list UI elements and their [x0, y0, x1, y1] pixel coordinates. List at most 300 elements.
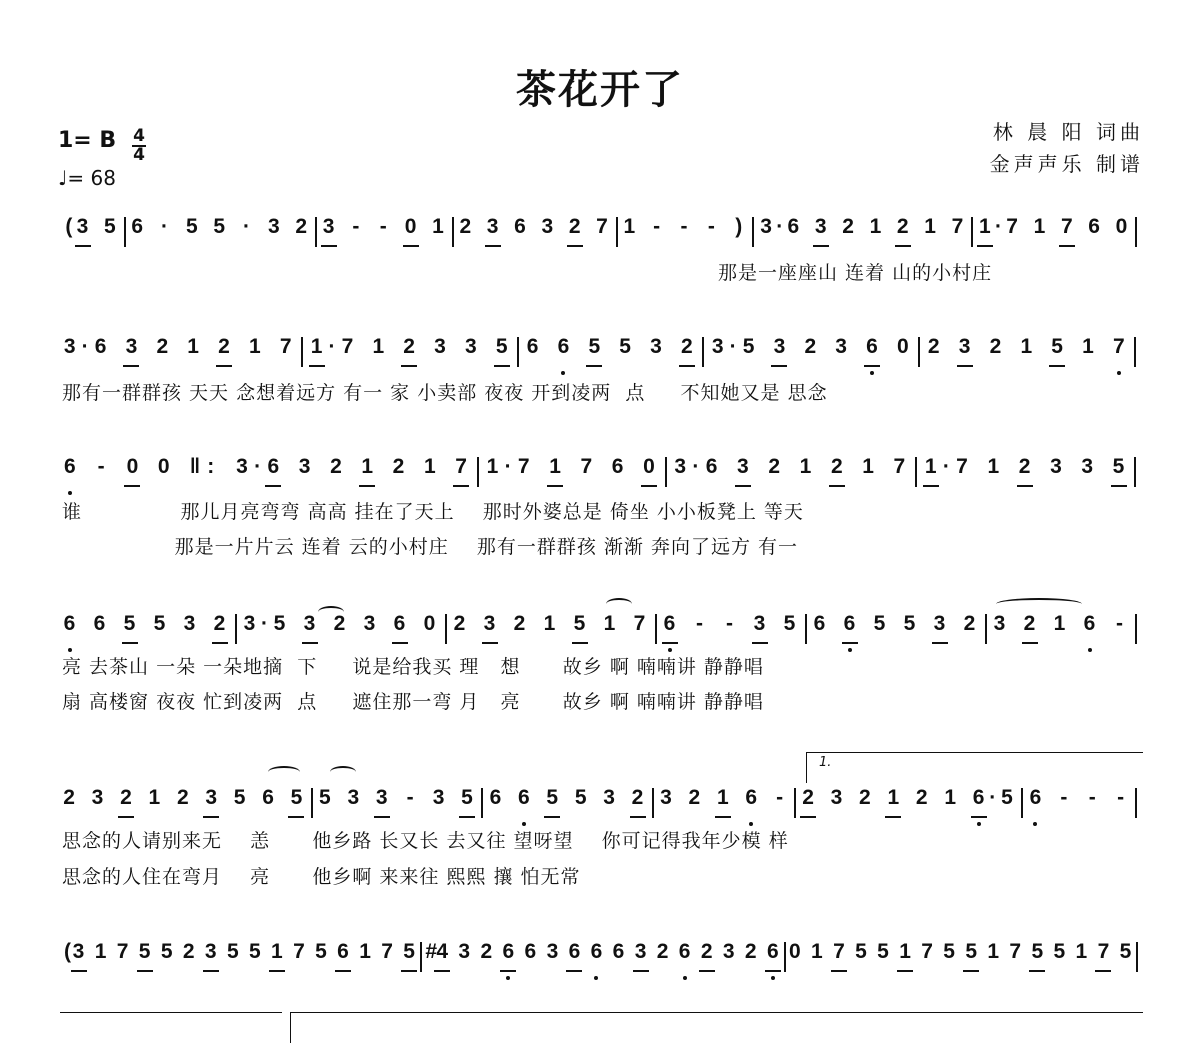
bar-line: [311, 788, 313, 818]
beam-underline: [957, 365, 973, 367]
note-token: 5: [1031, 940, 1044, 963]
note-token: 2: [802, 786, 814, 809]
note-token: 3: [72, 940, 85, 963]
beam-underline: [752, 642, 768, 644]
beam-underline: [122, 642, 138, 644]
note-token: 3: [958, 335, 971, 358]
note-token: -: [1116, 612, 1123, 635]
bar-line: [235, 614, 237, 644]
note-token: 5: [742, 335, 755, 358]
note-token: 7: [921, 940, 933, 963]
note-token: 3: [183, 612, 196, 635]
note-token: 6: [267, 455, 280, 478]
note-token: 2: [182, 940, 195, 963]
note-token: 2: [213, 612, 226, 635]
note-token: 3: [722, 940, 735, 963]
note-token: 2: [453, 612, 466, 635]
note-token: ‖: [189, 455, 201, 478]
bar-line: [1134, 337, 1136, 367]
note-token: 1: [924, 455, 937, 478]
beam-underline: [123, 365, 139, 367]
note-token: 3: [711, 335, 724, 358]
bar-line: [702, 337, 704, 367]
note-token: 1: [486, 455, 499, 478]
note-token: 6: [517, 786, 530, 809]
note-token: 3: [634, 940, 647, 963]
note-token: ·: [81, 335, 89, 358]
note-token: 7: [893, 455, 906, 478]
note-token: 5: [213, 215, 226, 238]
note-token: 1: [987, 455, 1000, 478]
note-token: 6: [766, 940, 779, 963]
note-token: ·: [989, 786, 997, 809]
note-token: 7: [517, 455, 530, 478]
time-signature-bottom: 4: [133, 145, 145, 165]
note-token: 3: [835, 335, 847, 358]
note-token: 0: [897, 335, 909, 358]
note-token: 1: [862, 455, 874, 478]
note-token: 1: [359, 940, 371, 963]
volta-bracket: [806, 752, 1143, 783]
note-token: 0: [643, 455, 655, 478]
note-token: ·: [994, 215, 1002, 238]
note-token: 1: [148, 786, 161, 809]
beam-underline: [75, 245, 91, 247]
note-token: 0: [126, 455, 139, 478]
note-token: 5: [153, 612, 166, 635]
bar-line: [420, 942, 422, 972]
beam-underline: [923, 485, 939, 487]
octave-dot: [594, 976, 598, 980]
bar-line: [794, 788, 796, 818]
beam-underline: [401, 365, 417, 367]
note-token: 2: [681, 335, 693, 358]
note-token: 7: [956, 455, 968, 478]
note-token: 1: [603, 612, 616, 635]
note-token: 6: [63, 612, 76, 635]
note-token: 1: [811, 940, 823, 963]
beam-underline: [309, 365, 325, 367]
note-token: ·: [776, 215, 784, 238]
bar-line: [985, 614, 987, 644]
beam-underline: [485, 245, 501, 247]
bar-line: [665, 457, 667, 487]
note-token: 6: [568, 940, 581, 963]
note-token: -: [352, 215, 360, 238]
beam-underline: [71, 970, 87, 972]
note-token: 3: [347, 786, 360, 809]
beam-underline: [765, 970, 781, 972]
note-token: 5: [1001, 786, 1013, 809]
note-token: 1: [1020, 335, 1033, 358]
note-token: 2: [568, 215, 581, 238]
note-token: 5: [290, 786, 303, 809]
beam-underline: [699, 970, 715, 972]
bar-line: [655, 614, 657, 644]
note-token: 5: [104, 215, 116, 238]
staff-line-bottom: [60, 1012, 282, 1013]
note-token: 2: [330, 455, 342, 478]
note-token: 5: [877, 940, 889, 963]
beam-underline: [1022, 642, 1038, 644]
bar-line: [652, 788, 654, 818]
note-token: 3: [125, 335, 138, 358]
beam-underline: [1049, 365, 1065, 367]
slur: [606, 598, 632, 610]
bar-line: [1135, 217, 1137, 247]
note-token: 6: [678, 940, 691, 963]
note-token: 5: [123, 612, 136, 635]
lyric-line: 亮 去茶山 一朵 一朵地摘 下 说是给我买 理 想 故乡 啊 喃喃讲 静静唱: [62, 656, 764, 678]
note-token: 0: [423, 612, 436, 635]
note-token: 1: [978, 215, 991, 238]
notation-row: [0, 335, 1200, 375]
bar-line: [784, 942, 786, 972]
tempo-marking: ♩= 68: [58, 166, 116, 190]
note-token: 3: [1050, 455, 1062, 478]
note-token: 3: [483, 612, 496, 635]
note-token: 6: [843, 612, 856, 635]
note-token: 6: [813, 612, 826, 635]
note-token: 6: [489, 786, 502, 809]
note-token: 7: [1097, 940, 1110, 963]
beam-underline: [633, 970, 649, 972]
note-token: 6: [972, 786, 985, 809]
notation-row: [0, 215, 1200, 255]
beam-underline: [137, 970, 153, 972]
beam-underline: [831, 970, 847, 972]
octave-dot: [683, 976, 687, 980]
slur: [996, 598, 1082, 610]
note-token: 5: [783, 612, 796, 635]
note-token: 3: [205, 786, 218, 809]
note-token: ·: [161, 215, 169, 238]
beam-underline: [662, 642, 678, 644]
note-token: 2: [927, 335, 940, 358]
note-token: #: [425, 940, 438, 963]
bar-line: [616, 217, 618, 247]
note-token: 5: [903, 612, 916, 635]
volta-label: 1.: [819, 755, 832, 770]
note-token: 0: [1115, 215, 1128, 238]
beam-underline: [977, 245, 993, 247]
note-token: 1: [187, 335, 199, 358]
bar-line: [301, 337, 303, 367]
octave-dot: [506, 976, 510, 980]
note-token: 1: [623, 215, 636, 238]
note-token: 1: [543, 612, 556, 635]
note-token: 7: [1113, 335, 1125, 358]
note-token: 4: [436, 940, 449, 963]
note-token: 5: [588, 335, 601, 358]
note-token: ·: [942, 455, 950, 478]
octave-dot: [1117, 371, 1121, 375]
note-token: 3: [603, 786, 615, 809]
note-token: 5: [273, 612, 286, 635]
note-token: :: [207, 455, 215, 478]
bar-line: [918, 337, 920, 367]
beam-underline: [932, 642, 948, 644]
note-token: 6: [705, 455, 718, 478]
beam-underline: [265, 485, 281, 487]
notation-row: [0, 786, 1200, 826]
beam-underline: [895, 245, 911, 247]
beam-underline: [269, 970, 285, 972]
note-token: 7: [951, 215, 964, 238]
note-token: 2: [631, 786, 644, 809]
note-token: 2: [842, 215, 854, 238]
note-token: 2: [295, 215, 308, 238]
note-token: 3: [660, 786, 672, 809]
beam-underline: [453, 485, 469, 487]
beam-underline: [1095, 970, 1111, 972]
bar-line: [1135, 788, 1137, 818]
note-token: 6: [337, 940, 349, 963]
note-token: 7: [596, 215, 608, 238]
beam-underline: [1059, 245, 1075, 247]
note-token: 5: [1119, 940, 1132, 963]
time-signature-top: 4: [133, 126, 145, 146]
lyric-line: 那有一群群孩 天天 念想着远方 有一 家 小卖部 夜夜 开到凌两 点 不知她又是 思念: [62, 382, 828, 404]
note-token: 6: [514, 215, 526, 238]
note-token: 6: [93, 612, 106, 635]
note-token: 1: [361, 455, 374, 478]
note-token: 5: [965, 940, 978, 963]
note-token: 2: [156, 335, 169, 358]
note-token: 2: [63, 786, 75, 809]
volta-bracket-2: [290, 1012, 1143, 1043]
slur: [330, 766, 356, 778]
note-token: 6: [663, 612, 676, 635]
note-token: 2: [896, 215, 909, 238]
note-token: 3: [650, 335, 662, 358]
note-token: 2: [1018, 455, 1031, 478]
beam-underline: [963, 970, 979, 972]
note-token: 2: [744, 940, 757, 963]
lyric-line: 谁 那儿月亮弯弯 高高 挂在了天上 那时外婆总是 倚坐 小小板凳上 等天: [62, 501, 804, 523]
note-token: 5: [315, 940, 327, 963]
note-token: 7: [633, 612, 646, 635]
note-token: 7: [1006, 215, 1018, 238]
beam-underline: [544, 816, 560, 818]
slur: [318, 606, 344, 618]
note-token: 6: [557, 335, 570, 358]
bar-line: [481, 788, 483, 818]
octave-dot: [561, 371, 565, 375]
note-token: 3: [465, 335, 477, 358]
note-token: 2: [768, 455, 781, 478]
note-token: 3: [541, 215, 554, 238]
note-token: 3: [674, 455, 687, 478]
beam-underline: [203, 970, 219, 972]
note-token: ): [735, 215, 743, 238]
beam-underline: [864, 365, 880, 367]
note-token: 6: [866, 335, 878, 358]
note-token: 6: [94, 335, 107, 358]
beam-underline: [567, 245, 583, 247]
note-token: 5: [1051, 335, 1063, 358]
note-token: (: [64, 940, 71, 963]
note-token: ·: [261, 612, 268, 635]
beam-underline: [212, 642, 228, 644]
note-token: 2: [120, 786, 132, 809]
note-token: 6: [612, 940, 625, 963]
note-token: 0: [404, 215, 417, 238]
note-token: 2: [989, 335, 1002, 358]
note-token: 3: [303, 612, 316, 635]
note-token: ·: [692, 455, 700, 478]
note-token: 3: [458, 940, 471, 963]
bar-line: [445, 614, 447, 644]
note-token: 5: [403, 940, 415, 963]
beam-underline: [374, 816, 390, 818]
note-token: 0: [157, 455, 170, 478]
beam-underline: [641, 485, 657, 487]
note-token: 7: [279, 335, 292, 358]
beam-underline: [547, 485, 563, 487]
note-token: 1: [423, 455, 436, 478]
note-token: 7: [293, 940, 305, 963]
note-token: 3: [773, 335, 786, 358]
beam-underline: [118, 816, 134, 818]
bar-line: [124, 217, 126, 247]
note-token: -: [707, 215, 715, 238]
beam-underline: [401, 970, 417, 972]
octave-dot: [771, 976, 775, 980]
bar-line: [1021, 788, 1023, 818]
lyric-line: 那是一座座山 连着 山的小村庄: [718, 262, 993, 284]
note-token: 6: [393, 612, 406, 635]
note-token: 1: [432, 215, 444, 238]
beam-underline: [842, 642, 858, 644]
slur: [268, 766, 300, 778]
beam-underline: [459, 816, 475, 818]
beam-underline: [392, 642, 408, 644]
beam-underline: [679, 365, 695, 367]
note-token: 5: [619, 335, 631, 358]
beam-underline: [482, 642, 498, 644]
note-token: 3: [236, 455, 248, 478]
note-token: ·: [729, 335, 737, 358]
note-token: 1: [94, 940, 107, 963]
note-token: ·: [254, 455, 262, 478]
note-token: -: [680, 215, 688, 238]
beam-underline: [813, 245, 829, 247]
note-token: 3: [737, 455, 749, 478]
note-token: 1: [1075, 940, 1088, 963]
bar-line: [915, 457, 917, 487]
note-token: 7: [1009, 940, 1022, 963]
bar-line: [517, 337, 519, 367]
note-token: ·: [504, 455, 512, 478]
note-token: 2: [176, 786, 189, 809]
note-token: 5: [160, 940, 173, 963]
note-token: 6: [590, 940, 603, 963]
beam-underline: [403, 245, 419, 247]
note-token: 1: [924, 215, 936, 238]
beam-underline: [971, 816, 987, 818]
bar-line: [1136, 942, 1138, 972]
note-token: 1: [1053, 612, 1066, 635]
note-token: 3: [753, 612, 766, 635]
note-token: 5: [495, 335, 508, 358]
note-token: 1: [869, 215, 882, 238]
note-token: 5: [186, 215, 198, 238]
note-token: 6: [524, 940, 537, 963]
note-token: -: [379, 215, 387, 238]
note-token: 3: [434, 335, 446, 358]
note-token: -: [1117, 786, 1125, 809]
bar-line: [477, 457, 479, 487]
note-token: 2: [218, 335, 230, 358]
note-token: 5: [943, 940, 955, 963]
note-token: 5: [233, 786, 246, 809]
notation-row: [0, 940, 1200, 980]
octave-dot: [68, 491, 72, 495]
note-token: 1: [372, 335, 385, 358]
note-token: 6: [262, 786, 274, 809]
note-token: 3: [268, 215, 280, 238]
bar-line: [752, 217, 754, 247]
note-token: 2: [915, 786, 928, 809]
note-token: 6: [787, 215, 800, 238]
note-token: 3: [204, 940, 217, 963]
bar-line: [805, 614, 807, 644]
lyricist-composer: 林 晨 阳 词曲: [992, 120, 1144, 144]
bar-line: [315, 217, 317, 247]
note-token: 3: [830, 786, 843, 809]
note-token: 1: [549, 455, 561, 478]
note-token: 1: [271, 940, 283, 963]
beam-underline: [630, 816, 646, 818]
note-token: -: [653, 215, 661, 238]
note-token: 2: [403, 335, 415, 358]
beam-underline: [897, 970, 913, 972]
beam-underline: [1029, 970, 1045, 972]
note-token: 5: [226, 940, 239, 963]
note-token: 6: [131, 215, 144, 238]
note-token: -: [97, 455, 105, 478]
note-token: 2: [656, 940, 669, 963]
note-token: 7: [341, 335, 354, 358]
note-token: 5: [546, 786, 559, 809]
note-token: 1: [249, 335, 261, 358]
note-token: -: [726, 612, 733, 635]
beam-underline: [800, 816, 816, 818]
note-token: 1: [716, 786, 729, 809]
beam-underline: [771, 365, 787, 367]
beam-underline: [566, 970, 582, 972]
note-token: 6: [745, 786, 758, 809]
note-token: 3: [814, 215, 827, 238]
beam-underline: [735, 485, 751, 487]
note-token: 1: [799, 455, 812, 478]
bar-line: [1135, 614, 1137, 644]
note-token: 0: [789, 940, 801, 963]
note-token: 3: [243, 612, 256, 635]
note-token: 6: [1029, 786, 1042, 809]
note-token: 2: [688, 786, 701, 809]
notation-row: [0, 612, 1200, 652]
note-token: 2: [333, 612, 346, 635]
beam-underline: [216, 365, 232, 367]
beam-underline: [124, 485, 140, 487]
note-token: -: [406, 786, 414, 809]
note-token: -: [1088, 786, 1096, 809]
beam-underline: [434, 970, 450, 972]
note-token: 2: [459, 215, 472, 238]
note-token: 1: [1082, 335, 1094, 358]
